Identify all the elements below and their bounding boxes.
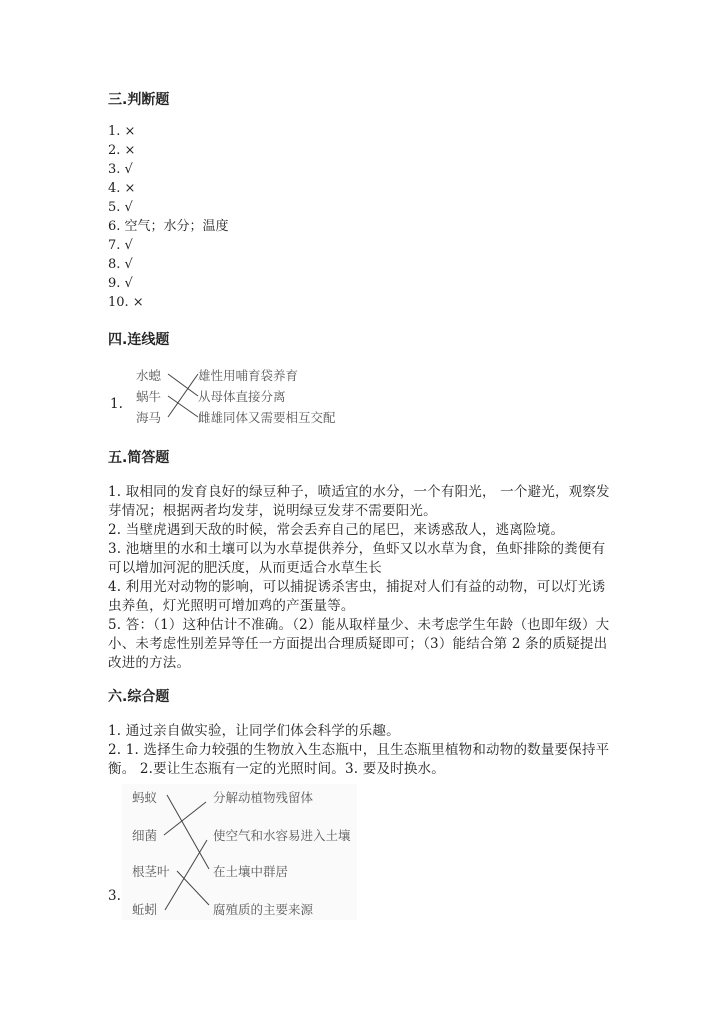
section-title-short-answer: 五.简答题 bbox=[108, 450, 170, 466]
answer-item: 4. × bbox=[108, 181, 136, 196]
answer-paragraph: 3. 池塘里的水和土壤可以为水草提供养分，鱼虾又以水草为食，鱼虾排除的粪便有可以增加河泥的肥沃度，从而更适合水草生长 bbox=[108, 541, 606, 576]
answer-item: 5. √ bbox=[108, 200, 133, 215]
answer-item: 9. √ bbox=[108, 276, 133, 291]
answer-item: 7. √ bbox=[108, 238, 133, 253]
comprehensive-answers bbox=[108, 722, 614, 779]
item-number: 3. bbox=[108, 888, 121, 904]
judgement-answers bbox=[108, 122, 229, 312]
section-title-matching: 四.连线题 bbox=[108, 332, 170, 348]
right-item: 腐殖质的主要来源 bbox=[213, 902, 314, 917]
right-item: 从母体直接分离 bbox=[198, 389, 286, 404]
soil-matching-diagram bbox=[122, 784, 357, 920]
right-item: 雄性用哺育袋养育 bbox=[198, 368, 299, 383]
answer-item: 1. × bbox=[108, 124, 136, 139]
right-item: 雌雄同体又需要相互交配 bbox=[198, 410, 336, 425]
left-item: 蚯蚓 bbox=[132, 902, 158, 917]
answer-paragraph: 4. 利用光对动物的影响，可以捕捉诱杀害虫，捕捉对人们有益的动物，可以灯光诱虫养鱼，灯光照明可增加鸡的产蛋量等。 bbox=[108, 579, 606, 614]
answer-paragraph: 2. 1. 选择生命力较强的生物放入生态瓶中，且生态瓶里植物和动物的数量要保持平衡。 2.要让生态瓶有一定的光照时间。3. 要及时换水。 bbox=[108, 742, 610, 777]
left-item: 细菌 bbox=[132, 828, 158, 843]
answer-item: 10. × bbox=[108, 295, 144, 310]
answer-paragraph: 5. 答：（1）这种估计不准确。（2）能从取样量少、未考虑学生年龄（也即年级）大小、未考虑性别差异等任一方面提出合理质疑即可；（3）能结合第 2 条的质疑提出改进的方法。 bbox=[108, 617, 610, 671]
section-title-judgement: 三.判断题 bbox=[108, 92, 170, 108]
left-item: 根茎叶 bbox=[132, 864, 170, 879]
answer-item: 8. √ bbox=[108, 257, 133, 272]
left-item: 水螅 bbox=[136, 368, 162, 383]
answer-item: 3. √ bbox=[108, 162, 133, 177]
item-number: 1. bbox=[110, 396, 123, 412]
section-title-comprehensive: 六.综合题 bbox=[108, 689, 170, 705]
answer-paragraph: 2. 当壁虎遇到天敌的时候，常会丢弃自己的尾巴，来诱惑敌人，逃离险境。 bbox=[108, 522, 565, 538]
left-item: 蜗牛 bbox=[136, 389, 162, 404]
left-item: 海马 bbox=[136, 410, 162, 425]
right-item: 在土壤中群居 bbox=[213, 864, 289, 879]
short-answers bbox=[108, 483, 614, 673]
matching-diagram-reproduction bbox=[130, 362, 360, 430]
answer-item: 2. × bbox=[108, 143, 136, 158]
left-item: 蚂蚁 bbox=[132, 790, 158, 805]
answer-item: 6. 空气；水分；温度 bbox=[108, 219, 229, 234]
right-item: 使空气和水容易进入土壤 bbox=[213, 828, 351, 843]
answer-paragraph: 1. 通过亲自做实验，让同学们体会科学的乐趣。 bbox=[108, 723, 400, 739]
answer-paragraph: 1. 取相同的发育良好的绿豆种子，喷适宜的水分，一个有阳光， 一个避光，观察发芽情况；根据两者均发芽，说明绿豆发芽不需要阳光。 bbox=[108, 484, 610, 519]
right-item: 分解动植物残留体 bbox=[213, 790, 314, 805]
